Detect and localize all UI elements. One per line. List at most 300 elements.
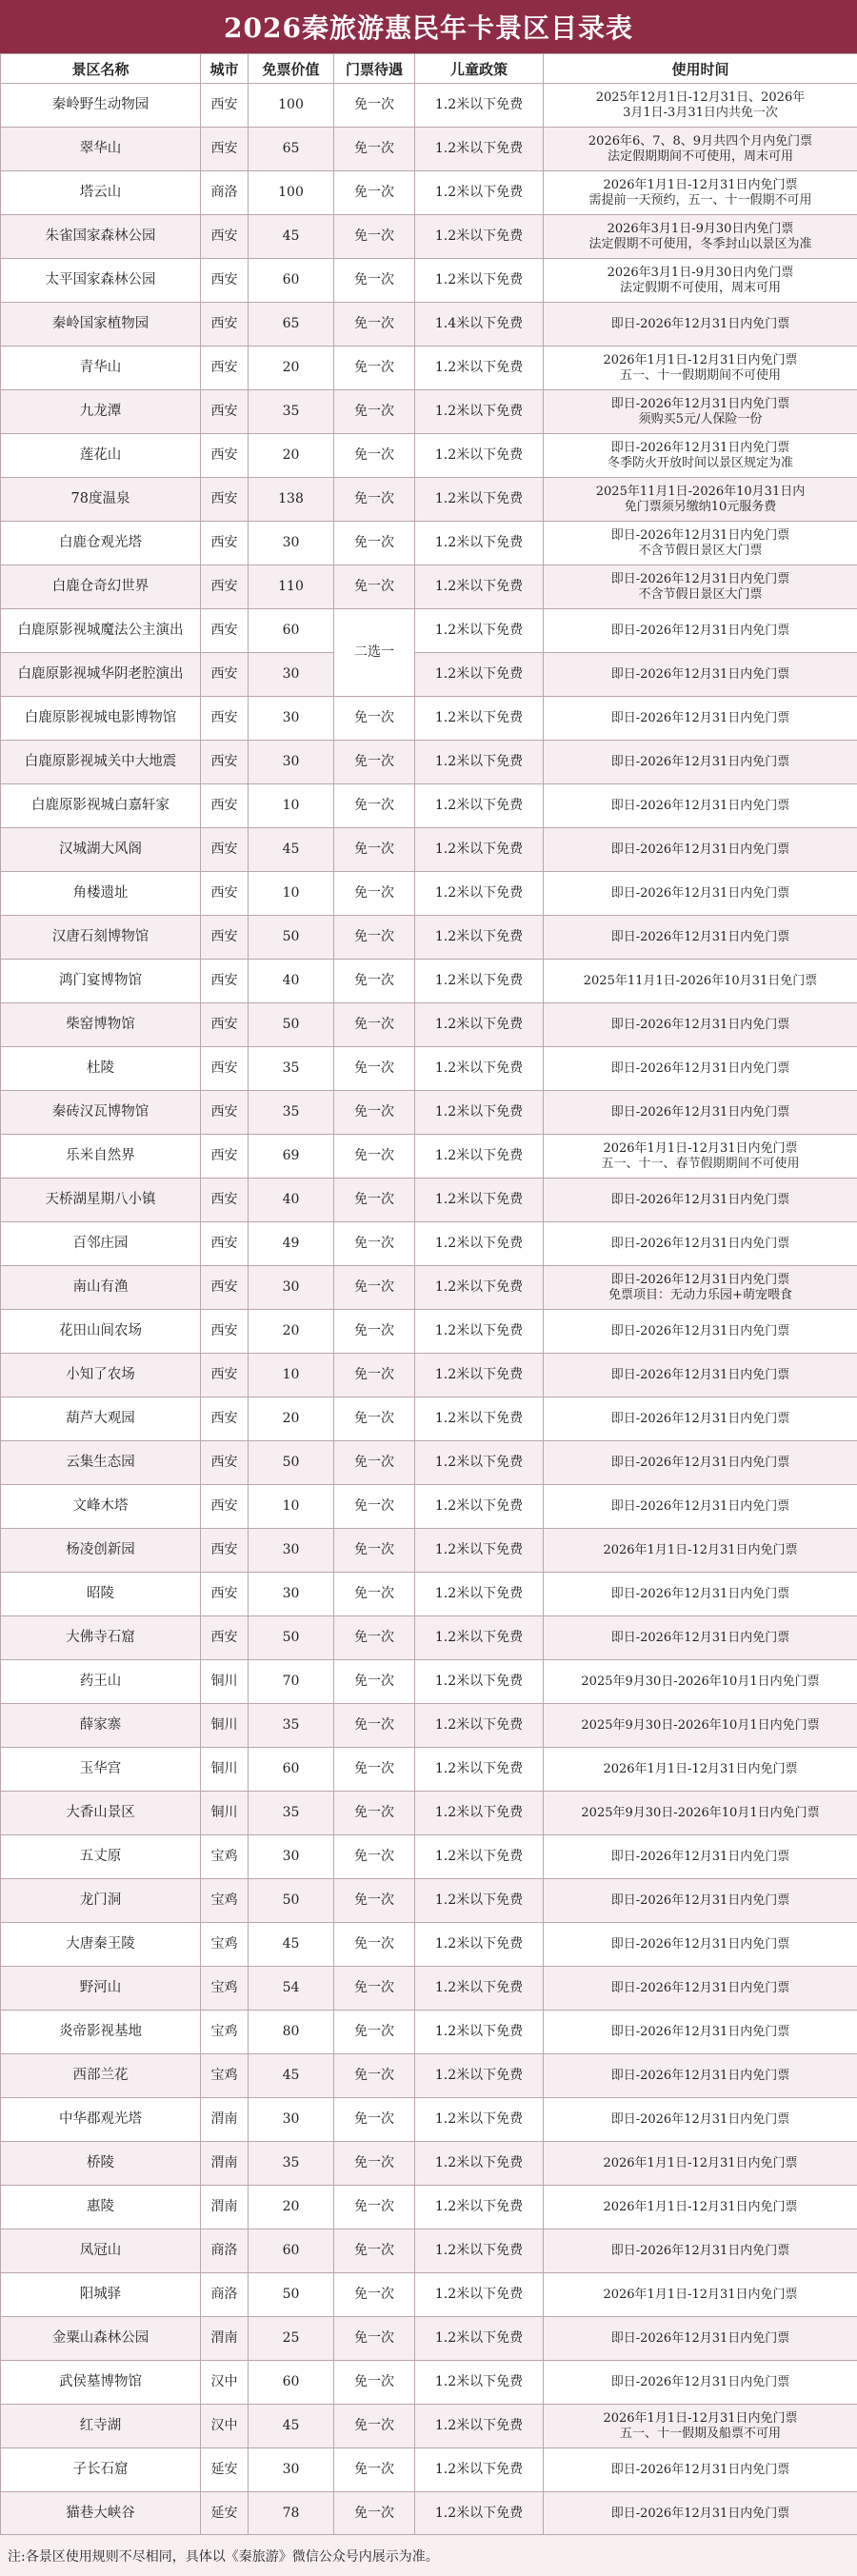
usage-cell: 即日-2026年12月31日内免门票	[544, 1003, 857, 1047]
name-cell: 角楼遗址	[1, 872, 201, 916]
name-cell: 炎帝影视基地	[1, 2011, 201, 2054]
city-cell: 商洛	[201, 171, 249, 215]
name-cell: 乐米自然界	[1, 1135, 201, 1179]
table-row	[1, 828, 857, 872]
treatment-cell: 免一次	[334, 2273, 415, 2317]
usage-cell: 2026年1月1日-12月31日内免门票	[544, 1748, 857, 1792]
table-row	[1, 697, 857, 741]
usage-cell: 即日-2026年12月31日内免门票	[544, 1222, 857, 1266]
name-cell: 金粟山森林公园	[1, 2317, 201, 2361]
city-cell: 渭南	[201, 2186, 249, 2229]
table-row	[1, 1835, 857, 1879]
child-policy-cell: 1.2米以下免费	[415, 2448, 544, 2492]
child-policy-cell: 1.2米以下免费	[415, 2405, 544, 2448]
price-cell: 10	[249, 1354, 334, 1397]
child-policy-cell: 1.2米以下免费	[415, 1529, 544, 1573]
treatment-cell: 免一次	[334, 1179, 415, 1222]
price-cell: 10	[249, 872, 334, 916]
city-cell: 西安	[201, 1529, 249, 1573]
name-cell: 白鹿原影视城白嘉轩家	[1, 784, 201, 828]
child-policy-cell: 1.2米以下免费	[415, 2361, 544, 2405]
child-policy-cell: 1.2米以下免费	[415, 1135, 544, 1179]
city-cell: 西安	[201, 1179, 249, 1222]
table-row	[1, 2011, 857, 2054]
name-cell: 西部兰花	[1, 2054, 201, 2098]
table-row	[1, 960, 857, 1003]
table-row	[1, 478, 857, 522]
usage-cell: 即日-2026年12月31日内免门票	[544, 872, 857, 916]
city-cell: 商洛	[201, 2273, 249, 2317]
price-cell: 25	[249, 2317, 334, 2361]
city-cell: 西安	[201, 390, 249, 434]
treatment-cell: 免一次	[334, 1792, 415, 1835]
usage-cell: 即日-2026年12月31日内免门票	[544, 2448, 857, 2492]
city-cell: 西安	[201, 347, 249, 390]
price-cell: 100	[249, 84, 334, 128]
child-policy-cell: 1.2米以下免费	[415, 1923, 544, 1967]
name-cell: 秦砖汉瓦博物馆	[1, 1091, 201, 1135]
table-row	[1, 2229, 857, 2273]
city-cell: 西安	[201, 522, 249, 565]
table-row	[1, 1135, 857, 1179]
price-cell: 50	[249, 2273, 334, 2317]
treatment-cell: 免一次	[334, 434, 415, 478]
child-policy-cell: 1.2米以下免费	[415, 784, 544, 828]
name-cell: 昭陵	[1, 1573, 201, 1616]
treatment-cell: 免一次	[334, 1573, 415, 1616]
table-row	[1, 1923, 857, 1967]
table-row	[1, 1660, 857, 1704]
name-cell: 龙门洞	[1, 1879, 201, 1923]
city-cell: 延安	[201, 2448, 249, 2492]
table-row	[1, 259, 857, 303]
table-row	[1, 1091, 857, 1135]
treatment-cell: 免一次	[334, 1091, 415, 1135]
usage-cell: 2025年12月1日-12月31日、2026年 3月1日-3月31日内共免一次	[544, 84, 857, 128]
price-cell: 35	[249, 1047, 334, 1091]
child-policy-cell: 1.2米以下免费	[415, 1091, 544, 1135]
table-row	[1, 1704, 857, 1748]
usage-cell: 2026年1月1日-12月31日内免门票	[544, 2186, 857, 2229]
price-cell: 45	[249, 2405, 334, 2448]
table-row	[1, 1222, 857, 1266]
table-row	[1, 1529, 857, 1573]
city-cell: 渭南	[201, 2098, 249, 2142]
table-row	[1, 1047, 857, 1091]
city-cell: 西安	[201, 1441, 249, 1485]
treatment-cell: 免一次	[334, 1616, 415, 1660]
child-policy-cell: 1.2米以下免费	[415, 1179, 544, 1222]
name-cell: 白鹿原影视城关中大地震	[1, 741, 201, 784]
city-cell: 延安	[201, 2492, 249, 2536]
treatment-cell: 免一次	[334, 303, 415, 347]
name-cell: 小知了农场	[1, 1354, 201, 1397]
city-cell: 西安	[201, 565, 249, 609]
table-row	[1, 347, 857, 390]
treatment-cell: 免一次	[334, 2229, 415, 2273]
table-row	[1, 2317, 857, 2361]
usage-cell: 即日-2026年12月31日内免门票	[544, 1047, 857, 1091]
treatment-cell: 免一次	[334, 1835, 415, 1879]
price-cell: 10	[249, 784, 334, 828]
usage-cell: 即日-2026年12月31日内免门票 免票项目：无动力乐园+萌宠喂食	[544, 1266, 857, 1310]
table-row	[1, 522, 857, 565]
table-row	[1, 84, 857, 128]
name-cell: 汉唐石刻博物馆	[1, 916, 201, 960]
table-row	[1, 1397, 857, 1441]
name-cell: 葫芦大观园	[1, 1397, 201, 1441]
table-row	[1, 741, 857, 784]
usage-cell: 即日-2026年12月31日内免门票	[544, 2317, 857, 2361]
city-cell: 西安	[201, 609, 249, 653]
treatment-cell: 免一次	[334, 171, 415, 215]
city-cell: 西安	[201, 1135, 249, 1179]
child-policy-cell: 1.2米以下免费	[415, 1879, 544, 1923]
child-policy-cell: 1.2米以下免费	[415, 2492, 544, 2536]
usage-cell: 即日-2026年12月31日内免门票	[544, 916, 857, 960]
usage-cell: 2026年3月1日-9月30日内免门票 法定假期不可使用，冬季封山以景区为准	[544, 215, 857, 259]
price-cell: 10	[249, 1485, 334, 1529]
price-cell: 110	[249, 565, 334, 609]
treatment-cell: 免一次	[334, 960, 415, 1003]
name-cell: 药王山	[1, 1660, 201, 1704]
price-cell: 30	[249, 2448, 334, 2492]
name-cell: 桥陵	[1, 2142, 201, 2186]
city-cell: 西安	[201, 84, 249, 128]
child-policy-cell: 1.2米以下免费	[415, 828, 544, 872]
treatment-cell: 二选一	[334, 609, 415, 697]
usage-cell: 2026年1月1日-12月31日内免门票	[544, 1529, 857, 1573]
table-row	[1, 128, 857, 171]
name-cell: 红寺湖	[1, 2405, 201, 2448]
name-cell: 白鹿原影视城魔法公主演出	[1, 609, 201, 653]
table-row	[1, 2142, 857, 2186]
child-policy-cell: 1.2米以下免费	[415, 1573, 544, 1616]
price-cell: 40	[249, 1179, 334, 1222]
treatment-cell: 免一次	[334, 1441, 415, 1485]
city-cell: 西安	[201, 1091, 249, 1135]
price-cell: 50	[249, 916, 334, 960]
city-cell: 西安	[201, 872, 249, 916]
name-cell: 惠陵	[1, 2186, 201, 2229]
treatment-cell: 免一次	[334, 2186, 415, 2229]
treatment-cell: 免一次	[334, 128, 415, 171]
treatment-cell: 免一次	[334, 1003, 415, 1047]
name-cell: 文峰木塔	[1, 1485, 201, 1529]
price-cell: 60	[249, 2361, 334, 2405]
usage-cell: 2025年9月30日-2026年10月1日内免门票	[544, 1792, 857, 1835]
price-cell: 65	[249, 303, 334, 347]
city-cell: 西安	[201, 434, 249, 478]
treatment-cell: 免一次	[334, 390, 415, 434]
price-cell: 20	[249, 1310, 334, 1354]
usage-cell: 2026年1月1日-12月31日内免门票 五一、十一假期及船票不可用	[544, 2405, 857, 2448]
usage-cell: 即日-2026年12月31日内免门票 不含节假日景区大门票	[544, 565, 857, 609]
usage-cell: 即日-2026年12月31日内免门票	[544, 1573, 857, 1616]
city-cell: 西安	[201, 1354, 249, 1397]
table-row	[1, 653, 857, 697]
price-cell: 45	[249, 2054, 334, 2098]
table-row	[1, 1967, 857, 2011]
treatment-cell: 免一次	[334, 2448, 415, 2492]
child-policy-cell: 1.4米以下免费	[415, 303, 544, 347]
name-cell: 汉城湖大风阁	[1, 828, 201, 872]
name-cell: 阳城驿	[1, 2273, 201, 2317]
name-cell: 大唐秦王陵	[1, 1923, 201, 1967]
city-cell: 西安	[201, 1616, 249, 1660]
city-cell: 铜川	[201, 1704, 249, 1748]
price-cell: 35	[249, 2142, 334, 2186]
table-row	[1, 1310, 857, 1354]
price-cell: 30	[249, 741, 334, 784]
price-cell: 60	[249, 609, 334, 653]
treatment-cell: 免一次	[334, 1397, 415, 1441]
price-cell: 20	[249, 347, 334, 390]
usage-cell: 即日-2026年12月31日内免门票 冬季防火开放时间以景区规定为准	[544, 434, 857, 478]
usage-cell: 即日-2026年12月31日内免门票	[544, 2098, 857, 2142]
city-cell: 西安	[201, 1573, 249, 1616]
city-cell: 铜川	[201, 1748, 249, 1792]
name-cell: 杨凌创新园	[1, 1529, 201, 1573]
price-cell: 60	[249, 2229, 334, 2273]
price-cell: 50	[249, 1003, 334, 1047]
usage-cell: 即日-2026年12月31日内免门票	[544, 784, 857, 828]
city-cell: 宝鸡	[201, 2011, 249, 2054]
child-policy-cell: 1.2米以下免费	[415, 2011, 544, 2054]
price-cell: 35	[249, 1091, 334, 1135]
treatment-cell: 免一次	[334, 1047, 415, 1091]
child-policy-cell: 1.2米以下免费	[415, 653, 544, 697]
table-row	[1, 1266, 857, 1310]
name-cell: 太平国家森林公园	[1, 259, 201, 303]
city-cell: 宝鸡	[201, 1923, 249, 1967]
city-cell: 商洛	[201, 2229, 249, 2273]
child-policy-cell: 1.2米以下免费	[415, 1047, 544, 1091]
table-row	[1, 390, 857, 434]
child-policy-cell: 1.2米以下免费	[415, 2229, 544, 2273]
child-policy-cell: 1.2米以下免费	[415, 171, 544, 215]
name-cell: 百邻庄园	[1, 1222, 201, 1266]
usage-cell: 即日-2026年12月31日内免门票	[544, 1967, 857, 2011]
city-cell: 西安	[201, 741, 249, 784]
child-policy-cell: 1.2米以下免费	[415, 1704, 544, 1748]
price-cell: 45	[249, 215, 334, 259]
usage-cell: 2026年1月1日-12月31日内免门票 五一、十一假期期间不可使用	[544, 347, 857, 390]
usage-cell: 2025年11月1日-2026年10月31日内 免门票须另缴纳10元服务费	[544, 478, 857, 522]
price-cell: 20	[249, 2186, 334, 2229]
name-cell: 翠华山	[1, 128, 201, 171]
city-cell: 宝鸡	[201, 2054, 249, 2098]
city-cell: 西安	[201, 784, 249, 828]
usage-cell: 即日-2026年12月31日内免门票	[544, 2054, 857, 2098]
table-row	[1, 2405, 857, 2448]
table-row	[1, 434, 857, 478]
price-cell: 65	[249, 128, 334, 171]
table-row	[1, 2098, 857, 2142]
child-policy-cell: 1.2米以下免费	[415, 565, 544, 609]
name-cell: 云集生态园	[1, 1441, 201, 1485]
city-cell: 汉中	[201, 2405, 249, 2448]
city-cell: 西安	[201, 1397, 249, 1441]
child-policy-cell: 1.2米以下免费	[415, 1354, 544, 1397]
table-row	[1, 303, 857, 347]
table-row	[1, 171, 857, 215]
treatment-cell: 免一次	[334, 2142, 415, 2186]
usage-cell: 即日-2026年12月31日内免门票 不含节假日景区大门票	[544, 522, 857, 565]
child-policy-cell: 1.2米以下免费	[415, 872, 544, 916]
table-title: 2026秦旅游惠民年卡景区目录表	[0, 0, 857, 53]
child-policy-cell: 1.2米以下免费	[415, 697, 544, 741]
price-cell: 20	[249, 434, 334, 478]
treatment-cell: 免一次	[334, 1135, 415, 1179]
treatment-cell: 免一次	[334, 1310, 415, 1354]
table-row	[1, 215, 857, 259]
child-policy-cell: 1.2米以下免费	[415, 1397, 544, 1441]
treatment-cell: 免一次	[334, 1266, 415, 1310]
usage-cell: 即日-2026年12月31日内免门票 须购买5元/人保险一份	[544, 390, 857, 434]
price-cell: 35	[249, 1792, 334, 1835]
name-cell: 武侯墓博物馆	[1, 2361, 201, 2405]
name-cell: 子长石窟	[1, 2448, 201, 2492]
child-policy-cell: 1.2米以下免费	[415, 1485, 544, 1529]
price-cell: 30	[249, 1573, 334, 1616]
treatment-cell: 免一次	[334, 916, 415, 960]
price-cell: 80	[249, 2011, 334, 2054]
child-policy-cell: 1.2米以下免费	[415, 2142, 544, 2186]
table-row	[1, 2054, 857, 2098]
usage-cell: 即日-2026年12月31日内免门票	[544, 2011, 857, 2054]
child-policy-cell: 1.2米以下免费	[415, 1967, 544, 2011]
name-cell: 秦岭野生动物园	[1, 84, 201, 128]
city-cell: 渭南	[201, 2142, 249, 2186]
price-cell: 69	[249, 1135, 334, 1179]
child-policy-cell: 1.2米以下免费	[415, 1835, 544, 1879]
table-row	[1, 1616, 857, 1660]
table-row	[1, 1573, 857, 1616]
child-policy-cell: 1.2米以下免费	[415, 347, 544, 390]
price-cell: 35	[249, 1704, 334, 1748]
price-cell: 54	[249, 1967, 334, 2011]
price-cell: 45	[249, 1923, 334, 1967]
name-cell: 杜陵	[1, 1047, 201, 1091]
usage-cell: 即日-2026年12月31日内免门票	[544, 1354, 857, 1397]
name-cell: 朱雀国家森林公园	[1, 215, 201, 259]
table-row	[1, 2361, 857, 2405]
treatment-cell: 免一次	[334, 697, 415, 741]
price-cell: 20	[249, 1397, 334, 1441]
name-cell: 莲花山	[1, 434, 201, 478]
name-cell: 白鹿原影视城华阴老腔演出	[1, 653, 201, 697]
child-policy-cell: 1.2米以下免费	[415, 960, 544, 1003]
name-cell: 九龙潭	[1, 390, 201, 434]
name-cell: 猫巷大峡谷	[1, 2492, 201, 2536]
table-row	[1, 872, 857, 916]
price-cell: 35	[249, 390, 334, 434]
child-policy-cell: 1.2米以下免费	[415, 609, 544, 653]
treatment-cell: 免一次	[334, 522, 415, 565]
usage-cell: 即日-2026年12月31日内免门票	[544, 1179, 857, 1222]
usage-cell: 即日-2026年12月31日内免门票	[544, 1397, 857, 1441]
price-cell: 78	[249, 2492, 334, 2536]
header-city: 城市	[201, 54, 249, 84]
name-cell: 玉华宫	[1, 1748, 201, 1792]
table-row	[1, 1748, 857, 1792]
city-cell: 西安	[201, 828, 249, 872]
price-cell: 30	[249, 1529, 334, 1573]
treatment-cell: 免一次	[334, 1748, 415, 1792]
name-cell: 薛家寨	[1, 1704, 201, 1748]
name-cell: 大佛寺石窟	[1, 1616, 201, 1660]
city-cell: 宝鸡	[201, 1879, 249, 1923]
child-policy-cell: 1.2米以下免费	[415, 2273, 544, 2317]
usage-cell: 即日-2026年12月31日内免门票	[544, 1310, 857, 1354]
child-policy-cell: 1.2米以下免费	[415, 2098, 544, 2142]
price-cell: 40	[249, 960, 334, 1003]
child-policy-cell: 1.2米以下免费	[415, 215, 544, 259]
table-row	[1, 1003, 857, 1047]
table-row	[1, 784, 857, 828]
usage-cell: 即日-2026年12月31日内免门票	[544, 303, 857, 347]
table-row	[1, 1485, 857, 1529]
scenic-catalog-table	[0, 53, 857, 2536]
usage-cell: 即日-2026年12月31日内免门票	[544, 2492, 857, 2536]
name-cell: 凤冠山	[1, 2229, 201, 2273]
table-row	[1, 2448, 857, 2492]
treatment-cell: 免一次	[334, 2054, 415, 2098]
name-cell: 花田山间农场	[1, 1310, 201, 1354]
city-cell: 西安	[201, 215, 249, 259]
treatment-cell: 免一次	[334, 784, 415, 828]
name-cell: 78度温泉	[1, 478, 201, 522]
header-price: 免票价值	[249, 54, 334, 84]
table-row	[1, 1792, 857, 1835]
child-policy-cell: 1.2米以下免费	[415, 2317, 544, 2361]
usage-cell: 即日-2026年12月31日内免门票	[544, 1879, 857, 1923]
child-policy-cell: 1.2米以下免费	[415, 522, 544, 565]
price-cell: 30	[249, 2098, 334, 2142]
name-cell: 青华山	[1, 347, 201, 390]
usage-cell: 即日-2026年12月31日内免门票	[544, 2361, 857, 2405]
usage-cell: 即日-2026年12月31日内免门票	[544, 1485, 857, 1529]
treatment-cell: 免一次	[334, 1529, 415, 1573]
treatment-cell: 免一次	[334, 2317, 415, 2361]
child-policy-cell: 1.2米以下免费	[415, 1748, 544, 1792]
table-row	[1, 2492, 857, 2536]
name-cell: 中华郡观光塔	[1, 2098, 201, 2142]
treatment-cell: 免一次	[334, 2011, 415, 2054]
header-treatment: 门票待遇	[334, 54, 415, 84]
usage-cell: 即日-2026年12月31日内免门票	[544, 828, 857, 872]
treatment-cell: 免一次	[334, 1923, 415, 1967]
name-cell: 野河山	[1, 1967, 201, 2011]
price-cell: 70	[249, 1660, 334, 1704]
header-row	[1, 54, 857, 84]
price-cell: 30	[249, 1266, 334, 1310]
header-name: 景区名称	[1, 54, 201, 84]
child-policy-cell: 1.2米以下免费	[415, 84, 544, 128]
child-policy-cell: 1.2米以下免费	[415, 434, 544, 478]
treatment-cell: 免一次	[334, 565, 415, 609]
usage-cell: 即日-2026年12月31日内免门票	[544, 741, 857, 784]
child-policy-cell: 1.2米以下免费	[415, 1792, 544, 1835]
treatment-cell: 免一次	[334, 259, 415, 303]
city-cell: 西安	[201, 259, 249, 303]
header-child-policy: 儿童政策	[415, 54, 544, 84]
city-cell: 西安	[201, 653, 249, 697]
usage-cell: 2025年11月1日-2026年10月31日免门票	[544, 960, 857, 1003]
name-cell: 白鹿仓奇幻世界	[1, 565, 201, 609]
name-cell: 塔云山	[1, 171, 201, 215]
